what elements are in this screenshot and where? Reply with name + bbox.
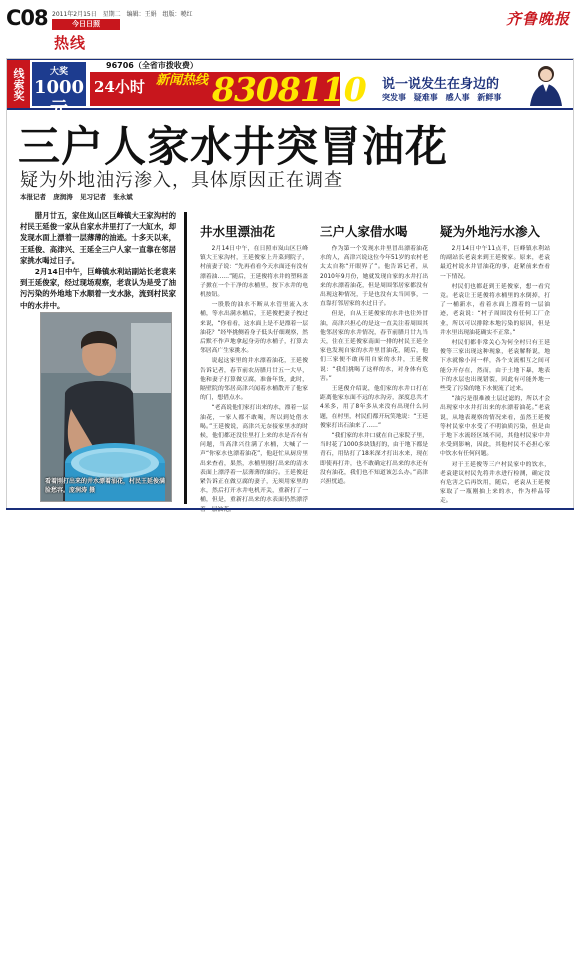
column-title: 疑为外地污水渗入 [440, 224, 541, 239]
article-lead [20, 210, 176, 311]
lead-paragraph: 2月14日中午，巨峰镇水利站副站长老袁来到王延俊家，经过现场观察，老袁认为是受了油污污染的外地地下水顺着一支水脉，流到村民家中的水井中。 [20, 267, 176, 310]
column-paragraph: “我们家的水井口就在自己家院子里，当时花了1000多块钱打的，由于地下都是青石，用钻打了18米深才打出水来，现在即使再打井，也不敢确定打出来的水还有没有油花，我们也不知道该怎么办。”高津兴担忧道。 [320, 433, 428, 486]
hotline-number: 8308110 [212, 70, 366, 109]
paper-logo: 齐鲁晚报 [505, 10, 570, 28]
hotline-tag: 突发事 [382, 93, 406, 102]
article-byline [20, 192, 138, 201]
byline-role: 本报记者 [20, 193, 46, 201]
prize-box [32, 62, 86, 120]
bottom-rule [6, 508, 574, 510]
column-outside-pollution [440, 222, 550, 508]
issue-weekday: 星期二 [102, 11, 121, 18]
byline-role: 见习记者 [80, 193, 107, 201]
column-divider [184, 212, 187, 504]
hotline-news-label: 新闻热线 [155, 73, 208, 88]
byline-name: 张永斌 [113, 193, 133, 201]
prize-label: 大奖 [49, 67, 68, 77]
layout-credit: 组版：曉红 [162, 11, 193, 18]
villager-with-bucket-photo [41, 313, 172, 502]
column-title: 三户人家借水喝 [320, 224, 408, 239]
column-paragraph: 村民们都非常关心为何全村只有王延俊等三家出现这种现象，老袁解释说，地下水就像小河一样，各个支流相互之间可能分开存在，然而，由于土地下暴，地表下的水层也出现错裂，因此有可能外地一些受了污染的地下水便流了过来。 [440, 340, 550, 393]
column-borrow-water [320, 222, 428, 488]
tip-reward-label: 线索奖 [6, 60, 30, 108]
prize-amount: 1000元 [33, 77, 85, 120]
column-paragraph: 一股股的油水不断从水管里流入水桶，等水出满水桶后，王延俊把妻子拽过来说，“你看看，这水面上是不是漂着一层油花？”经毕挑侧着身子低头仔细观察，然后默不作声地拿起身旁的水桶子，打算去邻居高广生家挑水。 [200, 302, 308, 355]
column-paragraph: “油污是很难被土层过滤的，所以才会出现家中水井打出来的水漂着油花。”老袁说，从地表观察的情况来看，虽然王延俊等村民家中水受了不明油质污染，但是由于地下水流经区域不同，其他村民家中井水受到影响，因此，其他村民不必担心家中饮水有任何问题。 [440, 396, 550, 458]
column-body [440, 245, 550, 507]
hotline-slogan: 说一说发生在身边的 [382, 77, 500, 92]
reporter-figure-icon [524, 62, 568, 106]
column-water-oil [200, 222, 308, 516]
article-headline: 三户人家水井突冒油花 [18, 122, 449, 171]
column-paragraph: 王延俊介绍说，他们家的水井口打在距离他家东面不远的水沟旁，深度总共才4米多，用了8年多从来没有出现什么问题，在村里，村民们都开玩笑地说：“王延俊家打出石油来了……” [320, 386, 428, 429]
article-subheadline: 疑为外地油污渗入，具体原因正在调查 [20, 170, 343, 191]
column-paragraph: 村民们也都赶到王延俊家，想一看究竟。老袁让王延俊将水桶里的水倒掉，打了一桶新水，看着水面上漂着的一层油迹，老袁说：“村子周围没有任何工厂企业，所以可以排除本地污染的原因，但是井水里出现油花确实不正常。” [440, 283, 550, 336]
photo-caption: 看着刚打出来的井水漂着油花，村民王延俊满脸愁容。庞润涛 摄 [45, 478, 166, 494]
column-paragraph: 对于王延俊等三户村民家中的饮水，老袁建议村民先将井水进行检测，确定没有危害之后再饮用，随后，老袁从王延俊家取了一瓶刚抽上来的水，作为样品带走。 [440, 461, 550, 505]
editor-credit: 编辑：王娟 [126, 11, 157, 18]
hotline-hours: 24小时 [94, 78, 145, 96]
issue-meta [52, 9, 197, 18]
hotline-tag: 感人事 [445, 93, 470, 102]
hotline-banner [6, 58, 574, 120]
column-paragraph: 但是，自从王延俊家的水井也往外冒油，高津兴担心的是这一直关注着周围其他邻居家的水井情况，春节前腊月廿九当天，住在王延俊家南面一排的村民王延全家也发现自家的水井里冒油花，随后，他们三家便不敢再用自家的水井，王延俊说：“我们挑喝了这样的水，对身体有危害。” [320, 311, 428, 382]
hotline-tag: 新鲜事 [477, 93, 502, 102]
column-body [200, 245, 308, 515]
section-tag: 今日日照 [52, 19, 120, 30]
hotline-tag: 疑难事 [413, 93, 438, 102]
column-paragraph: 说起这家里的井水漂着油花，王延俊告诉记者，春节前农历腊月廿五一大早，他和妻子打算做豆腐，准备年货，此时，隔壁院的邻居高津兴闻着水桶散开了他家的门，想借点水。 [200, 358, 308, 402]
column-paragraph: 作为第一个发现水井里冒出漂着油花水的人，高津兴说这位今年51岁的农村老太太自称“开眼界了”。他告诉记者，从2010年9月份，她就发现自家的水井打出来的水漂着油花，但是周围邻居家都没有出现这种情况，于是也没有太当回事，一直靠打邻居家的水过日子。 [320, 246, 428, 308]
section-name: 热线 [54, 34, 87, 52]
hotline-subtext: 96706（全省市拨收费） [106, 61, 198, 70]
lead-paragraph: 腊月廿五，家住岚山区巨峰镇大王家沟村的村民王延俊一家从自家水井里打了一大缸水，却发现水面上漂着一层薄薄的油迹。十多天以来，王延俊、高津兴、王延全三户人家一直靠在邻居家挑水喝过日子。 [20, 211, 176, 265]
hotline-tags [382, 92, 506, 103]
column-body [320, 245, 428, 487]
page-number: C08 [6, 6, 48, 30]
issue-date: 2011年2月15日 [52, 11, 97, 18]
column-paragraph: 2月14日中午11点半，巨峰镇水利站的副站长老袁来到王延俊家。原来，老袁最近村说水井冒油花的事，赶紧前来查看一下情况。 [440, 246, 550, 280]
column-paragraph: “老高说他们家打出来的水，漂着一层油花，一家人都不敢喝，所以到处借水喝。”王延俊说，高津兴无奈接家里水的时候，他们都还没往里打上来的水是否有有问题，当高津兴往满了水桶，大喊了一声“你家水也漂着油花”，他赶忙从厨房里出来查看，果然，水桶里刚打出来的清水表面上漂浮着一层薄薄的油污。王延俊赶紧告诉正在做豆腐的妻子，无须用家里的水，然后打开水井电机开关，重新打了一桶，但是，重新打出来的水表面仍然漂浮 [200, 405, 308, 504]
column-paragraph: 2月14日中午，在日照市岚山区巨峰镇大王家沟村，王延俊家上升菜到院子，村前妻子说：“先再看看今天水面还有没有漂着油……”随后，王延俊将水井的塑料盖子掀在一个干净的水桶里，按下水井的电机按钮。 [200, 246, 308, 299]
byline-name: 庞润涛 [53, 193, 73, 201]
article-photo [40, 312, 172, 502]
column-title: 井水里漂油花 [200, 224, 276, 239]
masthead [6, 6, 574, 50]
